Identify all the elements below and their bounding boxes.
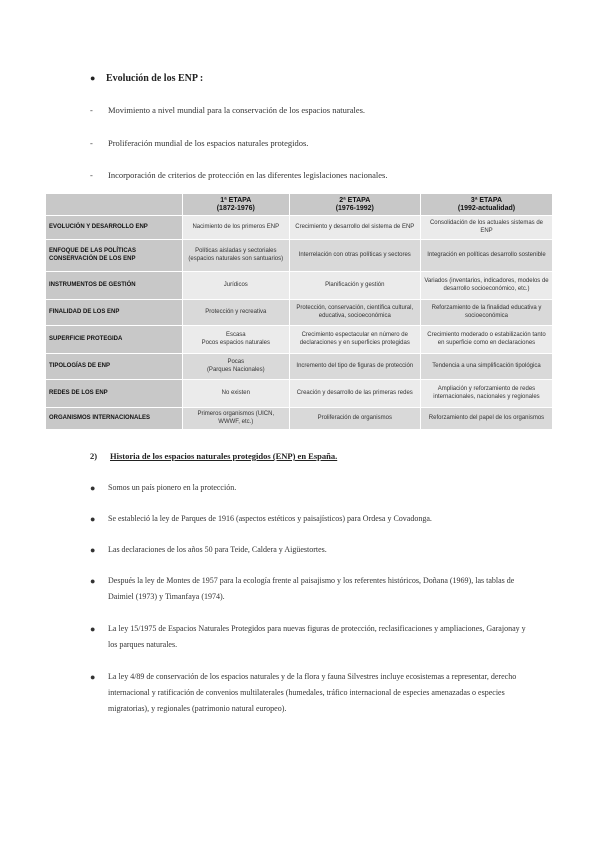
section2-heading [90, 451, 337, 461]
table-cell: Escasa Pocos espacios naturales [183, 326, 290, 354]
table-cell: Reforzamiento del papel de los organismos [420, 408, 552, 430]
table-row [46, 216, 553, 240]
bullet-icon: ● [90, 483, 96, 493]
table-cell: Pocas (Parques Nacionales) [183, 354, 290, 380]
table-cell: Jurídicos [183, 272, 290, 300]
table-cell: Nacimiento de los primeros ENP [183, 216, 290, 240]
table-row [46, 240, 553, 272]
list-item: ● Las declaraciones de los años 50 para Teide, Caldera y Aigüestortes. [90, 542, 530, 558]
list-item: ● Somos un país pionero en la protección. [90, 480, 530, 496]
table-cell: Proliferación de organismos [289, 408, 420, 430]
header-stage-1: 1ª ETAPA (1872-1976) [183, 194, 290, 216]
row-label: ENFOQUE DE LAS POLÍTICAS CONSERVACIÓN DE LOS ENP [46, 240, 183, 272]
list-item: ● La ley 4/89 de conservación de los espacios naturales y de la flora y fauna Silvestres incluye ecosistemas a representar, derecho internacional y ratificación de convenios multilaterales (humedales, tráfico internacional de especies amenazadas o especies migratorias), y regionales (patrimonio natural europeo). [90, 669, 530, 717]
table-row [46, 272, 553, 300]
table-cell: Crecimiento moderado o estabilización tanto en superficie como en declaraciones [420, 326, 552, 354]
table-cell: Primeros organismos (UICN, WWWF, etc.) [183, 408, 290, 430]
table-cell: Ampliación y reforzamiento de redes internacionales, nacionales y regionales [420, 380, 552, 408]
table-row [46, 354, 553, 380]
list-item: ● Se estableció la ley de Parques de 1916 (aspectos estéticos y paisajísticos) para Ordesa y Covadonga. [90, 511, 530, 527]
table-cell: Planificación y gestión [289, 272, 420, 300]
list-item: - Proliferación mundial de los espacios naturales protegidos. [90, 138, 309, 148]
table-cell: Protección, conservación, científica cultural, educativa, socioeconómica [289, 300, 420, 326]
list-item: - Movimiento a nivel mundial para la conservación de los espacios naturales. [90, 105, 366, 115]
row-label: FINALIDAD DE LOS ENP [46, 300, 183, 326]
row-label: TIPOLOGÍAS DE ENP [46, 354, 183, 380]
table-cell: Políticas aisladas y sectoriales (espacios naturales son santuarios) [183, 240, 290, 272]
table-cell: Crecimiento espectacular en número de declaraciones y en superficies protegidas [289, 326, 420, 354]
bullet-icon: ● [90, 73, 96, 83]
dash-marker: - [90, 170, 93, 180]
table-cell: Creación y desarrollo de las primeras redes [289, 380, 420, 408]
table-cell: Variados (inventarios, indicadores, modelos de desarrollo socioeconómico, etc.) [420, 272, 552, 300]
table-row [46, 408, 553, 430]
table-cell: Tendencia a una simplificación tipológica [420, 354, 552, 380]
table-cell: Crecimiento y desarrollo del sistema de ENP [289, 216, 420, 240]
bullet-icon: ● [90, 514, 96, 524]
table-row [46, 380, 553, 408]
row-label: REDES DE LOS ENP [46, 380, 183, 408]
section2-title: Historia de los espacios naturales protegidos (ENP) en España. [110, 451, 338, 461]
table-cell: Interrelación con otras políticas y sectores [289, 240, 420, 272]
bullet-icon: ● [90, 576, 96, 586]
bullet-icon: ● [90, 624, 96, 634]
table-cell: Protección y recreativa [183, 300, 290, 326]
bullet-icon: ● [90, 672, 96, 682]
row-label: SUPERFICIE PROTEGIDA [46, 326, 183, 354]
header-stage-2: 2ª ETAPA (1976-1992) [289, 194, 420, 216]
table-corner [46, 194, 183, 216]
bullet-icon: ● [90, 545, 96, 555]
dash-marker: - [90, 138, 93, 148]
table-cell: Consolidación de los actuales sistemas de ENP [420, 216, 552, 240]
row-label: EVOLUCIÓN Y DESARROLLO ENP [46, 216, 183, 240]
row-label: INSTRUMENTOS DE GESTIÓN [46, 272, 183, 300]
section2-number: 2) [90, 451, 98, 461]
row-label: ORGANISMOS INTERNACIONALES [46, 408, 183, 430]
enp-evolution-table [45, 193, 553, 430]
table-header-row [46, 194, 553, 216]
table-cell: Integración en políticas desarrollo sostenible [420, 240, 552, 272]
list-item: ● La ley 15/1975 de Espacios Naturales Protegidos para nuevas figuras de protección, reclasificaciones y ampliaciones, Garajonay y los parques naturales. [90, 621, 530, 653]
dash-marker: - [90, 105, 93, 115]
table-cell: Reforzamiento de la finalidad educativa y socioeconómica [420, 300, 552, 326]
section1-title: Evolución de los ENP : [106, 73, 204, 84]
list-item: - Incorporación de criterios de protección en las diferentes legislaciones nacionales. [90, 170, 388, 180]
table-row [46, 300, 553, 326]
list-item: ● Después la ley de Montes de 1957 para la ecología frente al paisajismo y los referentes históricos, Doñana (1969), las tablas de Daimiel (1973) y Timanfaya (1974). [90, 573, 530, 605]
table-cell: Incremento del tipo de figuras de protección [289, 354, 420, 380]
table-cell: No existen [183, 380, 290, 408]
table-row [46, 326, 553, 354]
header-stage-3: 3ª ETAPA (1992-actualidad) [420, 194, 552, 216]
section1-heading [90, 73, 203, 84]
